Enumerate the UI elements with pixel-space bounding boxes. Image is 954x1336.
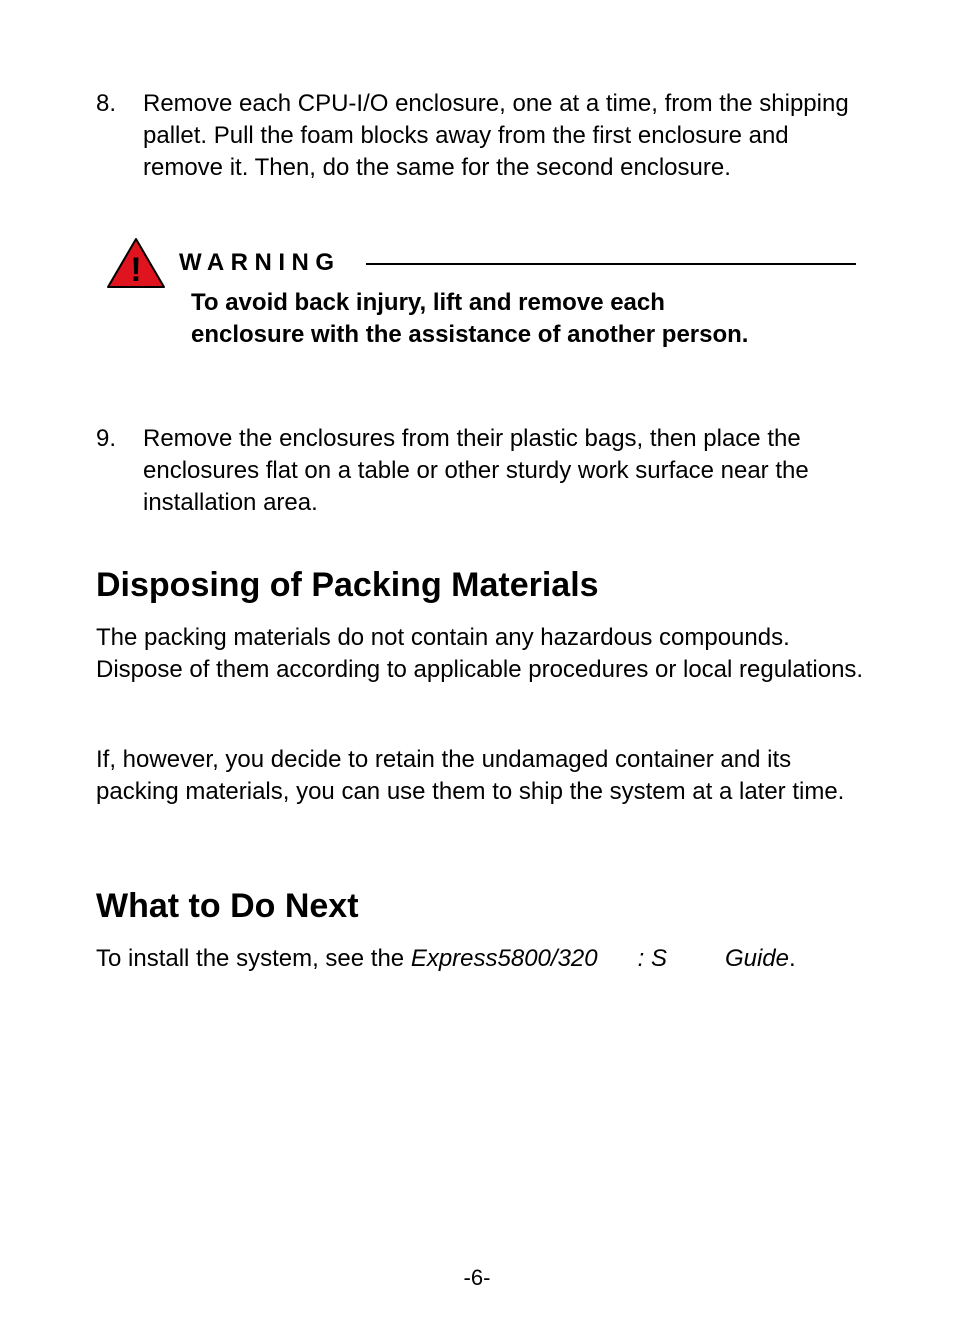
step-text: Remove the enclosures from their plastic bags, then place the enclosures flat on a table or other sturdy work surface near the installation area. (143, 425, 809, 516)
next-text-prefix: To install the system, see the (96, 945, 411, 972)
guide-reference (411, 945, 789, 972)
warning-label: WARNING (179, 249, 341, 276)
disposing-paragraph-1: The packing materials do not contain any hazardous compounds. Dispose of them according to applicable procedures or local regulations. (96, 624, 864, 683)
guide-ref-part-1: Express5800/320 (410, 945, 598, 972)
next-heading: What to Do Next (96, 887, 359, 925)
guide-ref-part-3: Guide (724, 945, 789, 972)
step-9 (96, 423, 866, 519)
disposing-heading: Disposing of Packing Materials (96, 566, 599, 604)
step-text: Remove each CPU-I/O enclosure, one at a time, from the shipping pallet. Pull the foam blocks away from the first enclosure and remove it. Then, do the same for the second enclosure. (143, 90, 849, 181)
step-number: 9. (96, 425, 117, 452)
guide-ref-part-2: : S (637, 945, 667, 972)
warning-text: To avoid back injury, lift and remove each enclosure with the assistance of another person. (191, 289, 749, 348)
warning-rule (366, 263, 856, 265)
warning-triangle-icon (106, 237, 166, 289)
warning-box (106, 237, 866, 387)
step-number: 8. (96, 90, 117, 117)
page-number: -6- (463, 1265, 491, 1290)
next-paragraph (96, 943, 866, 975)
disposing-paragraph-2: If, however, you decide to retain the undamaged container and its packing materials, you can use them to ship the system at a later time. (96, 746, 845, 805)
warning-exclamation: ! (130, 251, 142, 289)
step-8 (96, 88, 866, 184)
next-text-suffix: . (789, 945, 796, 972)
